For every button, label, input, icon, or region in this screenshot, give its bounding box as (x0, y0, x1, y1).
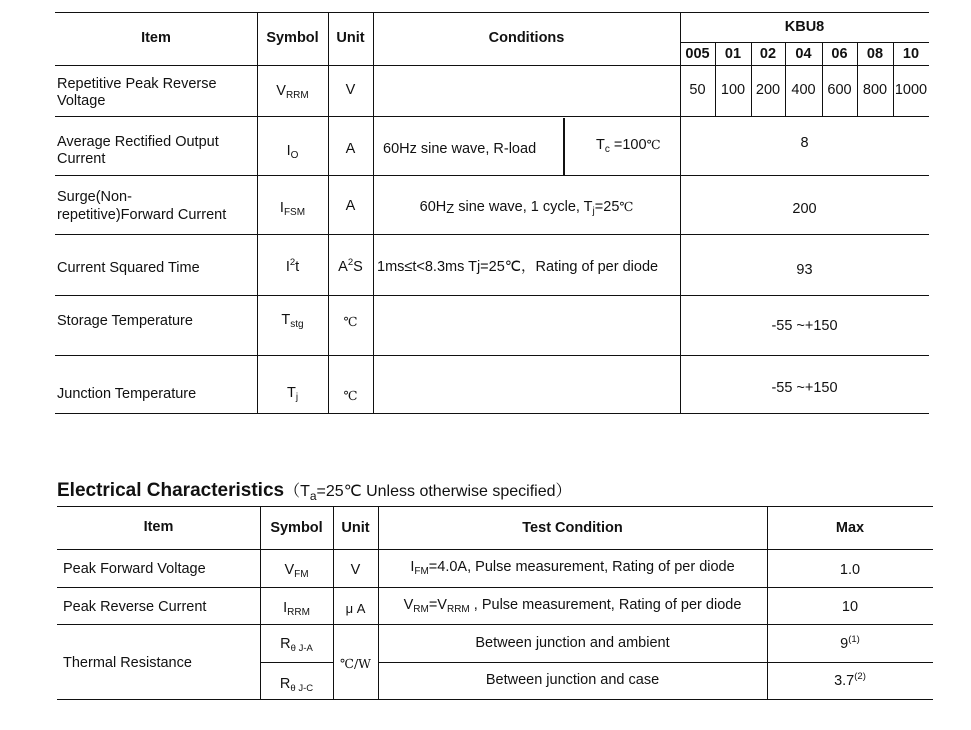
row-value: -55 ~+150 (771, 380, 838, 396)
row-unit: V (345, 82, 356, 98)
header-variant: 06 (831, 46, 848, 62)
row-condition: Between junction and case (485, 672, 660, 688)
row-condition-right: $T_c$ =100℃ (596, 137, 661, 155)
table-border-top (55, 12, 929, 13)
header-variant: 01 (724, 46, 742, 62)
row-condition: $V_{RM}=V_{RRM}$ , Pulse measurement, Rating of per diode (403, 597, 742, 615)
row-value: 800 (862, 82, 888, 98)
header-unit: Unit (336, 30, 365, 46)
row-divider (55, 295, 929, 296)
row-unit: ℃/W (339, 656, 372, 671)
row-value: 200 (792, 201, 817, 217)
header-variant: 10 (902, 46, 920, 62)
row-unit: μ A (345, 601, 366, 616)
row-unit: A (345, 141, 356, 157)
header-conditions: Conditions (488, 30, 565, 46)
row-value: 200 (755, 82, 781, 98)
row-item-line2: repetitive)Forward Current (57, 207, 227, 223)
row-symbol: $T_{stg}$ (281, 312, 304, 330)
section-title: Electrical Characteristics (57, 480, 285, 501)
row-value: 8 (800, 135, 809, 151)
row-unit: A (345, 198, 356, 214)
header-item: Item (141, 30, 171, 46)
header-variant: 02 (759, 46, 777, 62)
section-heading (57, 480, 572, 503)
header-unit: Unit (341, 520, 370, 536)
table-border-bottom (57, 699, 933, 700)
header-max: Max (835, 520, 865, 536)
row-unit: $A^2S$ (338, 257, 363, 275)
row-condition-left: 60Hz sine wave, R-load (383, 141, 537, 157)
header-divider (680, 42, 929, 43)
header-test-condition: Test Condition (522, 520, 623, 536)
header-symbol: Symbol (266, 30, 319, 46)
row-symbol: $I_{RRM}$ (283, 600, 310, 618)
condition-split-divider (563, 118, 565, 175)
row-item: Storage Temperature (57, 313, 193, 329)
row-value: 1000 (894, 82, 928, 98)
row-divider (55, 116, 929, 117)
row-item-line2: Voltage (57, 93, 106, 109)
row-item-line1: Repetitive Peak Reverse (57, 76, 217, 92)
row-value: -55 ~+150 (771, 318, 838, 334)
row-symbol: $R_{\theta J-A}$ (280, 636, 313, 654)
row-symbol: $V_{RRM}$ (276, 83, 309, 101)
row-condition: $I_{FM}=4.0A$, Pulse measurement, Rating of per diode (410, 559, 735, 577)
row-max: 3.7$^{(2)}$ (834, 671, 866, 689)
row-item-line2: Current (57, 151, 106, 167)
row-max: 10 (841, 599, 859, 615)
row-unit: ℃ (343, 388, 358, 403)
row-value: 50 (689, 82, 706, 98)
row-item-line1: Surge(Non- (57, 189, 132, 205)
row-max: 9$^{(1)}$ (840, 634, 860, 652)
row-item: Thermal Resistance (63, 655, 192, 671)
row-symbol: $T_j$ (286, 385, 299, 403)
row-value: 100 (720, 82, 746, 98)
row-symbol: $I_{FSM}$ (279, 200, 306, 218)
row-divider (57, 587, 933, 588)
row-divider (55, 234, 929, 235)
row-divider (378, 662, 933, 663)
row-symbol: $R_{\theta J-C}$ (279, 676, 314, 694)
row-item-line1: Average Rectified Output (57, 134, 219, 150)
header-item: Item (143, 519, 174, 535)
row-symbol: $I_O$ (286, 143, 299, 161)
header-model: KBU8 (784, 19, 825, 35)
row-value: 400 (791, 82, 816, 98)
row-value: 93 (796, 262, 813, 278)
row-divider (55, 175, 929, 176)
header-variant: 005 (685, 46, 710, 62)
row-condition: Between junction and ambient (475, 635, 670, 651)
row-divider (57, 549, 933, 550)
row-item: Peak Reverse Current (63, 599, 207, 615)
row-item: Current Squared Time (57, 260, 200, 276)
row-value: 600 (827, 82, 852, 98)
row-divider (55, 65, 929, 66)
row-condition: 60HZ sine wave, 1 cycle, $T_j=25℃$ (419, 199, 634, 217)
row-unit: V (350, 562, 361, 578)
header-variant: 08 (866, 46, 884, 62)
row-divider (57, 624, 933, 625)
row-divider (55, 355, 929, 356)
row-symbol: $I^2t$ (285, 257, 300, 275)
row-symbol: $V_{FM}$ (284, 562, 309, 580)
row-max: 1.0 (839, 562, 861, 578)
row-divider (260, 662, 333, 663)
header-symbol: Symbol (270, 520, 323, 536)
table-border-top (57, 506, 933, 507)
row-condition: 1ms≤t<8.3ms Tj=25℃，Rating of per diode (377, 259, 659, 275)
section-subtitle: （$T_a=25℃$ Unless otherwise specified） (284, 483, 572, 503)
header-variant: 04 (795, 46, 812, 62)
table-border-bottom (55, 413, 929, 414)
row-item: Junction Temperature (57, 386, 197, 402)
row-item: Peak Forward Voltage (63, 561, 206, 577)
row-unit: ℃ (343, 314, 358, 329)
